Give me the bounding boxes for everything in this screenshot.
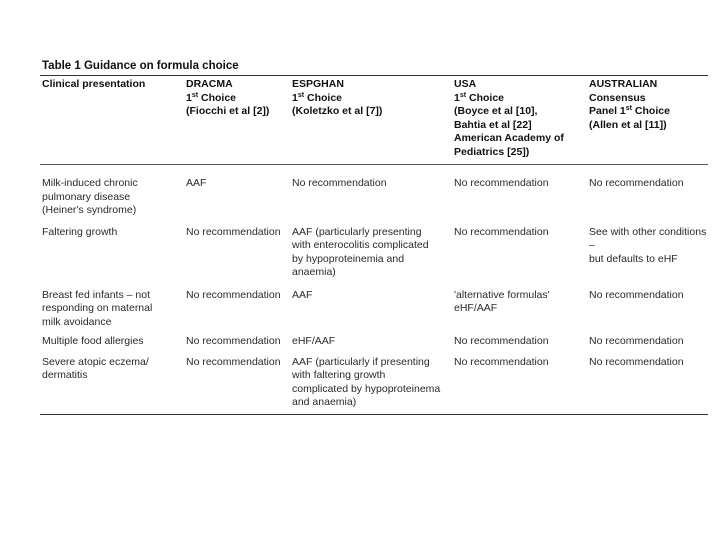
cell-australian: See with other conditions – but defaults to eHF [589, 225, 707, 265]
header-clinical-presentation: Clinical presentation [42, 78, 146, 90]
header-dracma: DRACMA 1st Choice (Fiocchi et al [2]) [186, 78, 270, 117]
table-row [40, 280, 708, 330]
formula-choice-table [40, 58, 708, 415]
cell-usa: No recommendation [454, 355, 549, 368]
cell-usa: No recommendation [454, 225, 549, 238]
cell-clinical: Breast fed infants – not responding on maternal milk avoidance [42, 288, 153, 328]
header-espghan: ESPGHAN 1st Choice (Koletzko et al [7]) [292, 78, 383, 117]
header-australian: AUSTRALIAN Consensus Panel 1st Choice (Allen et al [11]) [589, 78, 670, 131]
cell-clinical: Severe atopic eczema/ dermatitis [42, 355, 149, 381]
cell-dracma: No recommendation [186, 225, 281, 238]
cell-usa: 'alternative formulas' eHF/AAF [454, 288, 550, 314]
cell-dracma: AAF [186, 177, 207, 189]
table-header-row [40, 76, 708, 164]
cell-espghan: No recommendation [292, 177, 387, 189]
cell-clinical: Multiple food allergies [42, 335, 144, 347]
table-row [40, 349, 708, 410]
cell-dracma: No recommendation [186, 335, 281, 347]
cell-espghan: eHF/AAF [292, 335, 336, 347]
table-body [40, 165, 708, 410]
cell-espghan: AAF [292, 288, 313, 301]
table-row [40, 165, 708, 218]
table-row [40, 329, 708, 349]
table-title: Table 1 Guidance on formula choice [42, 60, 239, 72]
cell-australian: No recommendation [589, 335, 684, 347]
table-bottom-rule [40, 414, 708, 415]
cell-espghan: AAF (particularly presenting with enterocolitis complicated by hypoproteinemia and anaemia) [292, 225, 429, 278]
cell-australian: No recommendation [589, 177, 684, 189]
cell-clinical: Faltering growth [42, 225, 118, 238]
cell-dracma: No recommendation [186, 355, 281, 368]
cell-dracma: No recommendation [186, 288, 281, 301]
cell-usa: No recommendation [454, 335, 549, 347]
cell-clinical: Milk-induced chronic pulmonary disease (Heiner's syndrome) [42, 177, 138, 216]
cell-usa: No recommendation [454, 177, 549, 189]
cell-espghan: AAF (particularly if presenting with faltering growth complicated by hypoproteinema and anaemia) [292, 355, 441, 408]
header-usa: USA 1st Choice (Boyce et al [10], Bahtia et al [22] American Academy of Pediatrics [25]) [454, 78, 564, 158]
table-row [40, 218, 708, 280]
cell-australian: No recommendation [589, 355, 684, 368]
cell-australian: No recommendation [589, 288, 684, 301]
